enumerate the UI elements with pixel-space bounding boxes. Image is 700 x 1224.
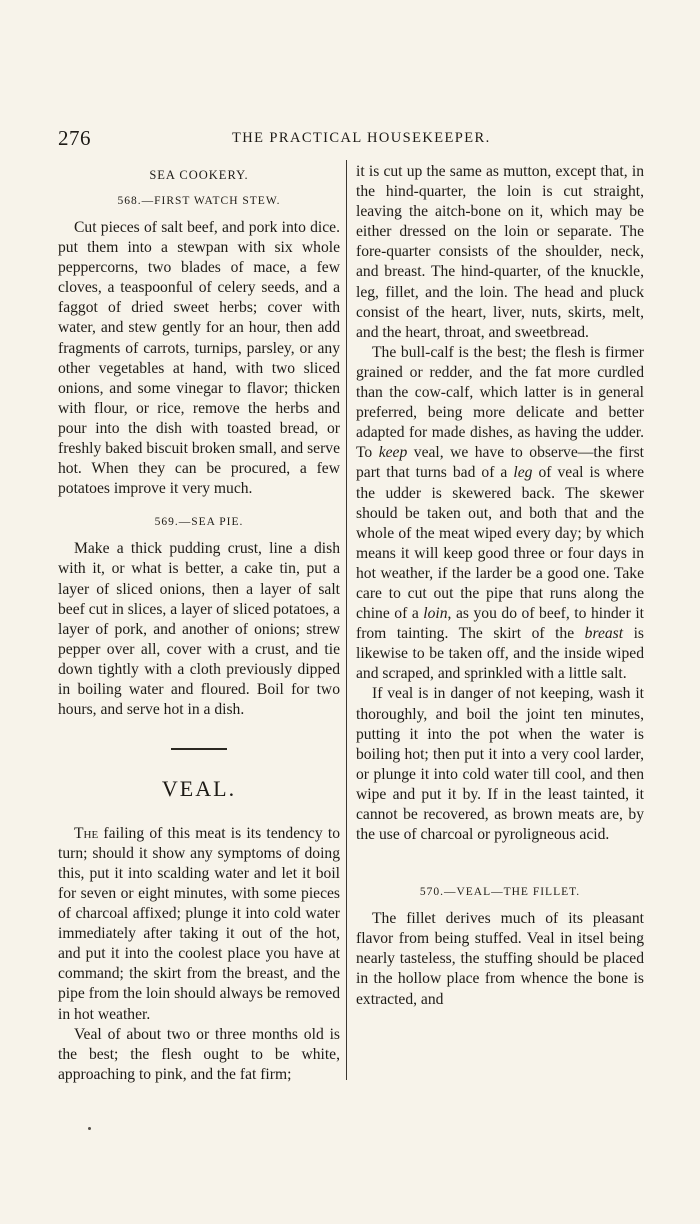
recipe-body-570: The fillet derives much of its pleasant flavor from being stuffed. Veal in itsel being nearly tasteless, the stuffing should be placed in the hollow place from whence the bone is extracted, and bbox=[356, 910, 644, 1008]
veal-paragraph-1-text: failing of this meat is its tendency to turn; should it show any symptoms of doing this, put it into scalding water and let it boil for seven or eight minutes, with some pieces of charcoal affixed; plunge it into cold water immediately after taking it out of the hot, and put it into the coolest place you have at command; the skirt from the breast, and the pipe from the loin should always be removed in hot weather. bbox=[58, 824, 340, 1023]
page-header bbox=[58, 126, 646, 154]
column-rule bbox=[346, 160, 347, 1080]
bull-calf-text-d: , as you do of beef, to hinder it from tainting. The skirt of the bbox=[356, 605, 644, 643]
veal-paragraph-2: Veal of about two or three months old is the best; the flesh ought to be white, approaching to pink, and the fat firm; bbox=[58, 1025, 340, 1083]
section-title-sea-cookery: SEA COOKERY. bbox=[149, 168, 249, 182]
recipe-title-570: 570.—VEAL—THE FILLET. bbox=[419, 886, 581, 899]
bull-calf-text-e: is likewise to be taken off, and the inside wiped and scraped, and sprinkled with a little salt. bbox=[356, 625, 644, 683]
italic-breast: breast bbox=[584, 625, 624, 643]
veal-paragraph-continued: it is cut up the same as mutton, except that, in the hind-quarter, the loin is cut straight, leaving the aitch-bone on it, which may be either dressed on the loin or separate. The fore-quarter consists of the shoulder, neck, and breast. The hind-quarter, of the knuckle, leg, fillet, and the loin. The head and pluck consist of the heart, liver, nuts, skirts, melt, and the heart, throat, and sweetbread. bbox=[356, 163, 644, 341]
recipe-title-568: 568.—FIRST WATCH STEW. bbox=[117, 195, 281, 207]
recipe-body-569: Make a thick pudding crust, line a dish with it, or what is better, a cake tin, put a layer of sliced onions, then a layer of salt beef cut in slices, a layer of sliced potatoes, a layer of pork, and another of onions; strew pepper over all, cover with a crust, and tie down tightly with a cloth previously dipped in boiling water and floured. Boil for two hours, and serve hot in a dish. bbox=[58, 540, 340, 719]
veal-paragraph-1 bbox=[58, 824, 340, 1025]
bull-calf-text-c: of veal is where the udder is skewered back. The skewer should be taken out, and both that and the whole of the meat wiped every day; by which means it will keep good three or four days in hot weather, if the larder be a good one. Take care to cut out the pipe that runs along the chine of a bbox=[356, 464, 645, 623]
recipe-title-569: 569.—SEA PIE. bbox=[154, 516, 244, 529]
veal-paragraph-keeping: If veal is in danger of not keeping, wash it thoroughly, and boil the joint ten minutes, putting it into the pot when the water is boiling hot; then put it into a very cool larder, or plunge it into cold water till cool, and then wipe and put it by. If in the least tainted, it cannot be recovered, as brown meats are, by the use of charcoal or pyroligneous acid. bbox=[356, 685, 644, 844]
bull-calf-text-b: veal, we have to observe—the first part that turns bad of a bbox=[356, 444, 645, 482]
italic-keep: keep bbox=[378, 444, 408, 462]
recipe-body-568: Cut pieces of salt beef, and pork into dice. put them into a stewpan with six whole peppercorns, two blades of mace, a few cloves, a teaspoonful of celery seeds, and a faggot of dried sweet herbs; cover with water, and stew gently for an hour, then add fragments of carrots, turnips, parsley, or any other vegetables at hand, with two sliced onions, and some vinegar to flavor; thicken with flour, or rice, remove the herbs and pour into the dish with toasted bread, or freshly baked biscuit broken small, and serve hot. When they can be procured, a few potatoes improve it very much. bbox=[58, 219, 340, 498]
veal-paragraph-1-lead: The bbox=[74, 824, 99, 842]
bull-calf-text-a: The bull-calf is the best; the flesh is firmer grained or redder, and the fat more curdled than the cow-calf, which latter is in general preferred, being more delicate and better adapted for made dishes, as having the udder. To bbox=[356, 343, 644, 462]
section-title-veal: VEAL. bbox=[161, 775, 237, 801]
left-column bbox=[58, 166, 340, 1085]
italic-loin: loin bbox=[423, 605, 448, 623]
section-divider bbox=[171, 748, 227, 750]
italic-leg: leg bbox=[513, 464, 533, 482]
paper-speck bbox=[88, 1127, 91, 1130]
right-column bbox=[356, 162, 644, 1010]
page-number: 276 bbox=[58, 126, 91, 150]
running-title: THE PRACTICAL HOUSEKEEPER. bbox=[232, 130, 491, 146]
veal-paragraph-bull-calf bbox=[356, 343, 644, 685]
